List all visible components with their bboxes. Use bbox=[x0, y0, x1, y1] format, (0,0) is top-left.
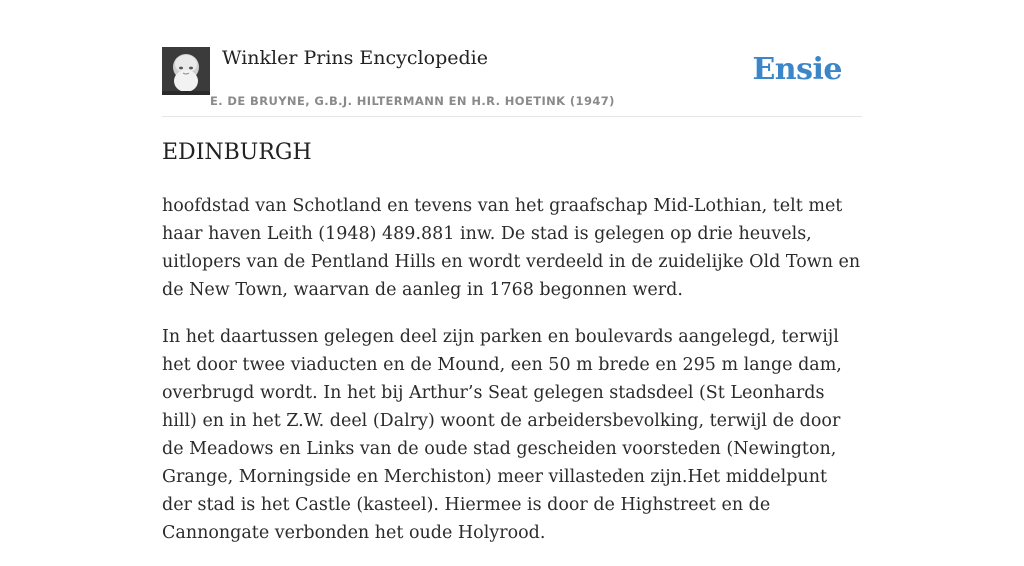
article-paragraph: hoofdstad van Schotland en tevens van het graafschap Mid-Lothian, telt met haar haven Leith (1948) 489.881 inw. De stad is gelegen op drie heuvels, uitlopers van de Pentland Hills en wordt verdeeld in de zuidelijke Old Town en de New Town, waarvan de aanleg in 1768 begonnen werd. bbox=[162, 196, 861, 300]
ensie-logo-link[interactable]: Ensie bbox=[752, 52, 842, 87]
site-title[interactable]: Winkler Prins Encyclopedie bbox=[222, 47, 488, 69]
authors-byline: E. DE BRUYNE, G.B.J. HILTERMANN EN H.R. HOETINK (1947) bbox=[210, 94, 615, 108]
author-portrait-avatar bbox=[162, 47, 210, 95]
header bbox=[162, 40, 862, 117]
article-title: EDINBURGH bbox=[162, 140, 312, 165]
portrait-image bbox=[162, 47, 210, 95]
article-paragraph: In het daartussen gelegen deel zijn parken en boulevards aangelegd, terwijl het door twee viaducten en de Mound, een 50 m brede en 295 m lange dam, overbrugd wordt. In het bij Arthur’s Seat gelegen stadsdeel (St Leonhards hill) en in het Z.W. deel (Dalry) woont de arbeidersbevolking, terwijl de door de Meadows en Links van de oude stad gescheiden voorsteden (Newington, Grange, Morningside en Merchiston) meer villasteden zijn.Het middelpunt der stad is het Castle (kasteel). Hiermee is door de Highstreet en de Cannongate verbonden het oude Holyrood. bbox=[162, 327, 842, 543]
article-body bbox=[162, 192, 862, 566]
